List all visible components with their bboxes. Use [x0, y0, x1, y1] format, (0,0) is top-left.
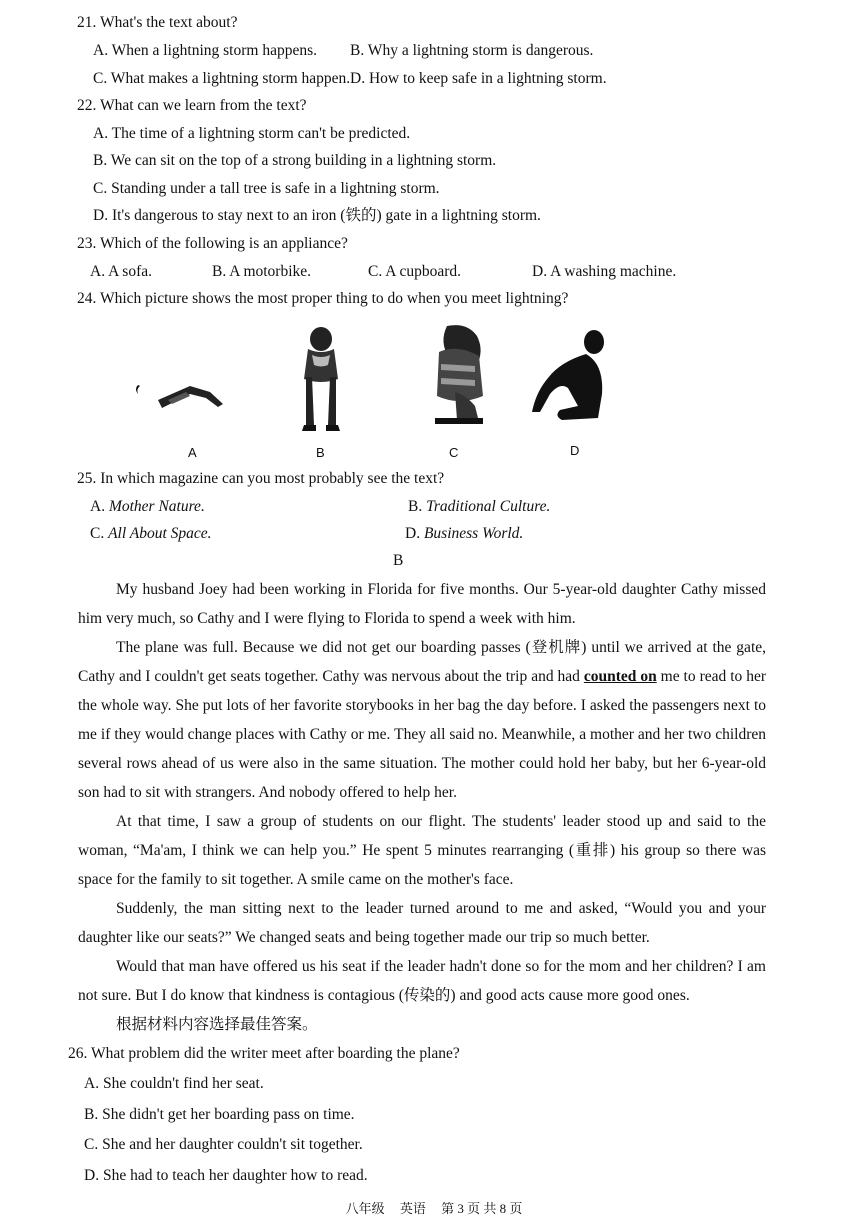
passage-paragraph-3: At that time, I saw a group of students on our flight. The students' leader stood up and said to the woman, “Ma'am, I think we can help you.” He spent 5 minutes rearranging (重排) his group so there was space for the family to sit together. A smile came on the mother's face.: [78, 813, 766, 888]
picture-d-sitting-person: [528, 328, 613, 423]
passage-paragraph-5: Would that man have offered us his seat if the leader hadn't done so for the mom and her children? I am not sure. But I do know that kindness is contagious (传染的) and good acts cause more good ones.: [78, 958, 766, 1004]
footer-grade: 八年级: [345, 1201, 385, 1216]
q25-option-d: D. Business World.: [405, 525, 524, 542]
picture-c-squatting-person: [425, 322, 495, 427]
q22-option-b: B. We can sit on the top of a strong building in a lightning storm.: [93, 152, 497, 169]
picture-b-standing-person: [296, 325, 346, 435]
footer-page-number: 第 3 页 共 8 页: [441, 1201, 523, 1216]
question-25: 25. In which magazine can you most probably see the text?: [77, 470, 445, 487]
question-21: 21. What's the text about?: [77, 14, 238, 31]
section-label: B: [393, 552, 404, 569]
q26-option-a: A. She couldn't find her seat.: [84, 1075, 264, 1092]
q23-option-b: B. A motorbike.: [212, 263, 312, 280]
q26-option-c: C. She and her daughter couldn't sit together.: [84, 1136, 363, 1153]
q25-option-a: A. Mother Nature.: [90, 498, 205, 515]
q21-option-b: B. Why a lightning storm is dangerous.: [350, 42, 594, 59]
picture-c-label: C: [449, 445, 459, 460]
q22-option-d: D. It's dangerous to stay next to an iron (铁的) gate in a lightning storm.: [93, 207, 541, 224]
q23-option-a: A. A sofa.: [90, 263, 152, 280]
passage-paragraph-2: The plane was full. Because we did not get our boarding passes (登机牌) until we arrived at the gate, Cathy and I couldn't get seats together. Cathy was nervous about the trip and had counted on me to read to her the whole way. She put lots of her favorite storybooks in her bag the day before. I asked the passengers next to me if they would change places with Cathy or me. They all said no. Meanwhile, a mother and her two children several rows ahead of us were also in the same situation. The mother could hold her baby, but her 6-year-old son had to sit with strangers. And nobody offered to help her.: [78, 639, 766, 801]
q25-option-b: B. Traditional Culture.: [408, 498, 551, 515]
q26-option-d: D. She had to teach her daughter how to read.: [84, 1167, 368, 1184]
passage-paragraph-1: My husband Joey had been working in Florida for five months. Our 5-year-old daughter Cathy missed him very much, so Cathy and I were flying to Florida to spend a week with him.: [78, 581, 766, 627]
q22-option-c: C. Standing under a tall tree is safe in a lightning storm.: [93, 180, 440, 197]
q23-option-c: C. A cupboard.: [368, 263, 461, 280]
picture-a-label: A: [188, 445, 197, 460]
q21-option-a: A. When a lightning storm happens.: [93, 42, 318, 59]
q22-option-a: A. The time of a lightning storm can't be predicted.: [93, 125, 411, 142]
picture-b-label: B: [316, 445, 325, 460]
q23-option-d: D. A washing machine.: [532, 263, 677, 280]
question-23: 23. Which of the following is an appliance?: [77, 235, 348, 252]
q21-option-d: D. How to keep safe in a lightning storm.: [350, 70, 607, 87]
picture-d-label: D: [570, 443, 580, 458]
question-24: 24. Which picture shows the most proper thing to do when you meet lightning?: [77, 290, 569, 307]
underlined-phrase: counted on: [583, 668, 657, 685]
question-22: 22. What can we learn from the text?: [77, 97, 307, 114]
page-footer: [0, 1198, 868, 1217]
picture-a-lying-person: [128, 370, 228, 420]
passage-paragraph-4: Suddenly, the man sitting next to the leader turned around to me and asked, “Would you and your daughter like our seats?” We changed seats and being together made our trip so much better.: [78, 900, 766, 946]
q21-option-c: C. What makes a lightning storm happen.: [93, 70, 351, 87]
q26-option-b: B. She didn't get her boarding pass on time.: [84, 1106, 355, 1123]
question-26: 26. What problem did the writer meet after boarding the plane?: [68, 1045, 460, 1062]
footer-subject: 英语: [399, 1201, 426, 1216]
passage-instruction: 根据材料内容选择最佳答案。: [116, 1016, 318, 1033]
reading-passage: [78, 575, 766, 1039]
q25-option-c: C. All About Space.: [90, 525, 212, 542]
